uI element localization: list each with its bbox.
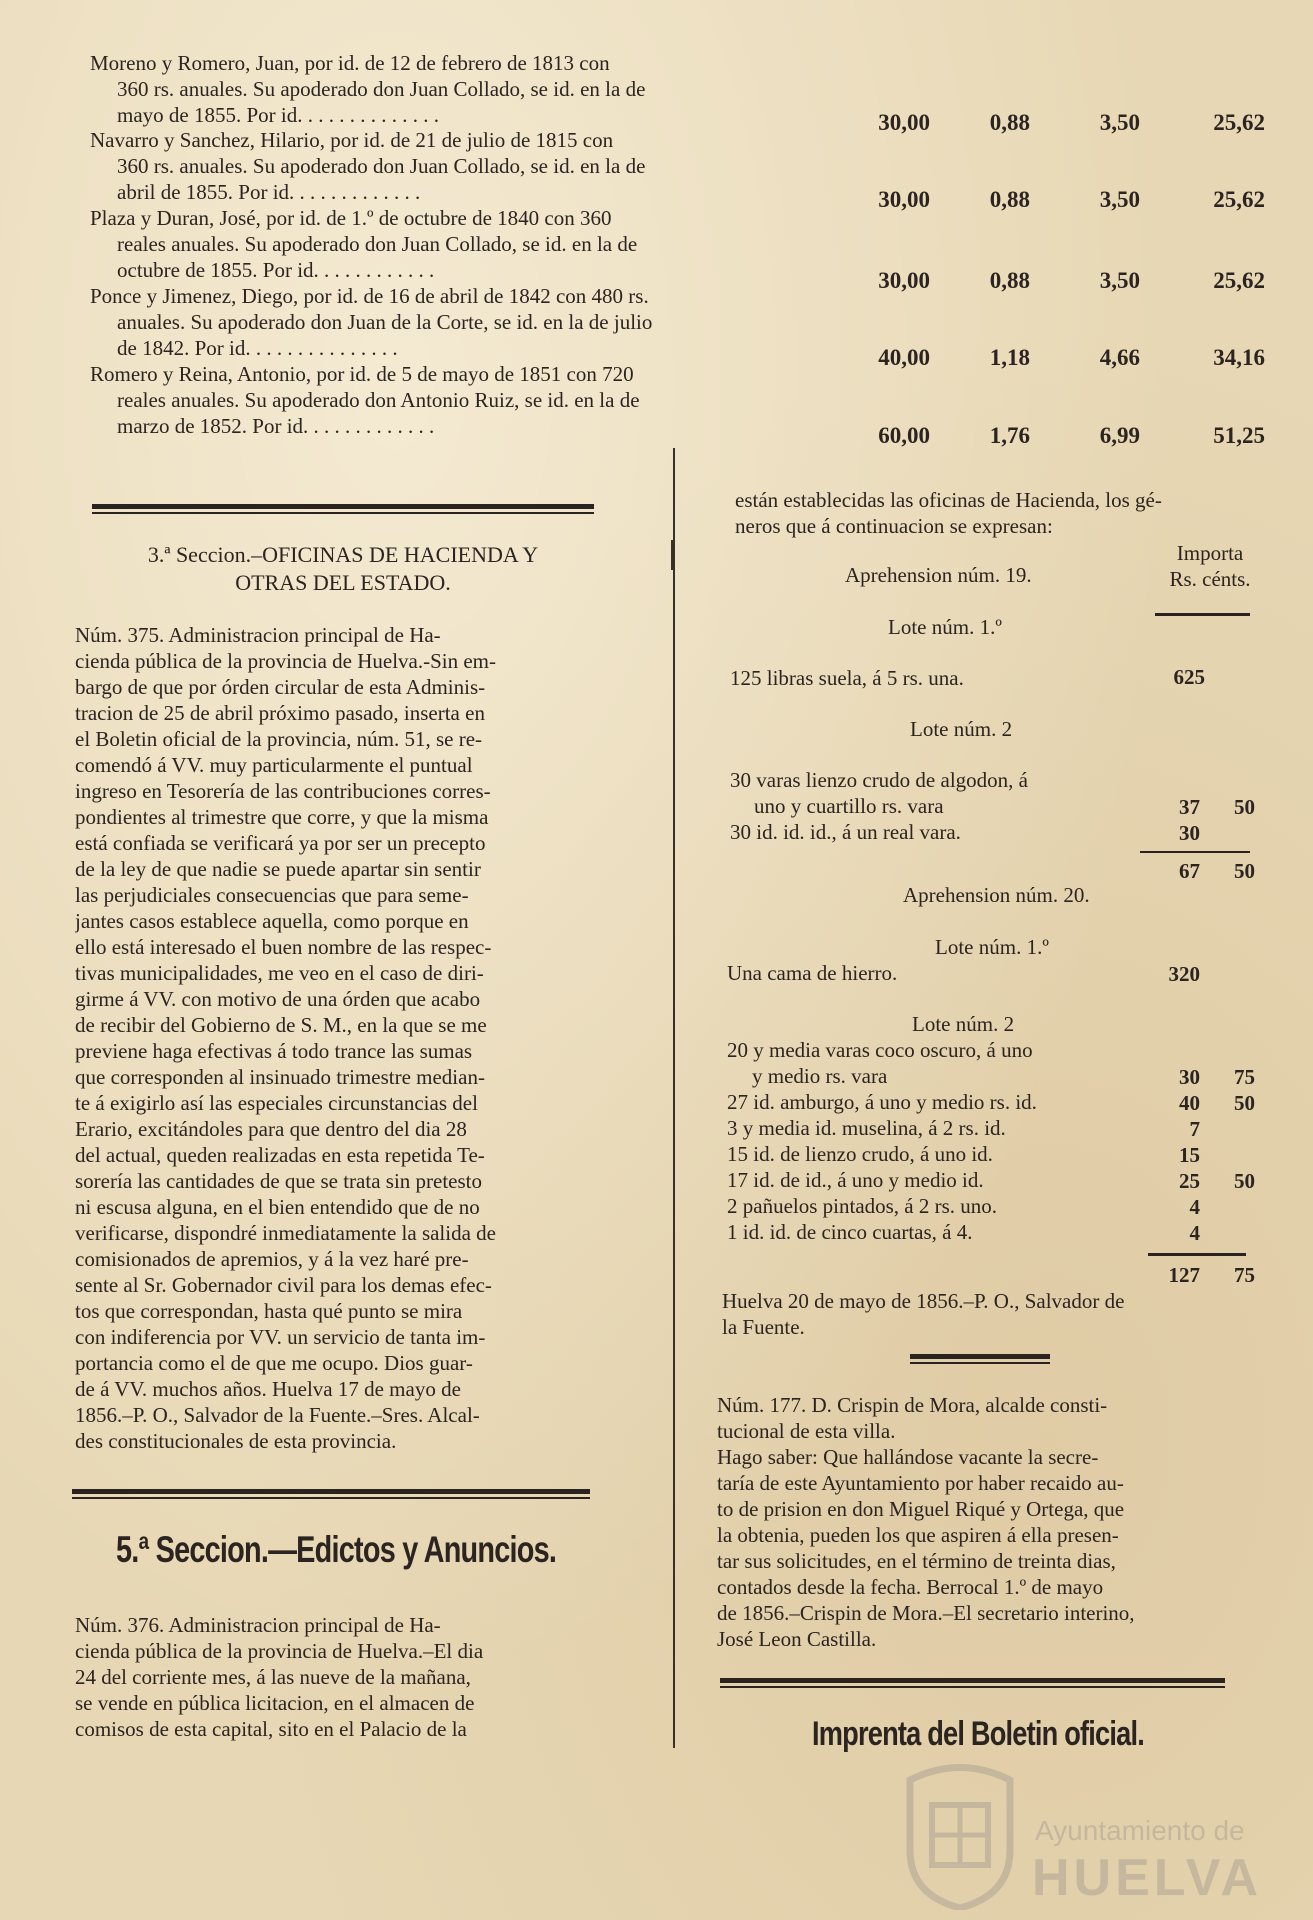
pension-entry-line: reales anuales. Su apoderado don Juan Collado, se id. en la de	[117, 232, 638, 256]
pension-value: 30,00	[878, 110, 930, 135]
text-line: cienda pública de la provincia de Huelva.–El dia	[75, 1639, 484, 1663]
text-line: de la ley de que nadie se puede apartar sin sentir	[75, 857, 481, 881]
pension-entry-line: 360 rs. anuales. Su apoderado don Juan Collado, se id. en la de	[117, 77, 646, 101]
item-b-line: 15 id. de lienzo crudo, á uno id.	[727, 1142, 993, 1166]
pension-value: 51,25	[1213, 423, 1265, 448]
text-line: pondientes al trimestre que corre, y que la misma	[75, 805, 489, 829]
aprehension-19: Aprehension núm. 19.	[845, 563, 1032, 587]
text-line: Núm. 375. Administracion principal de Ha-	[75, 623, 441, 647]
section3-title	[92, 541, 594, 597]
text-line: te á exigirlo así las especiales circunstancias del	[75, 1091, 478, 1115]
right-intro	[735, 487, 1260, 539]
item-a2-rs: 37	[1179, 795, 1200, 819]
pension-value: 3,50	[1099, 187, 1140, 212]
text-line: tucional de esta villa.	[717, 1419, 896, 1443]
text-line: Erario, excitándoles para que dentro del dia 28	[75, 1117, 467, 1141]
item-b-line: 17 id. de id., á uno y medio id.	[727, 1168, 984, 1192]
text-line: cienda pública de la provincia de Huelva.-Sin em-	[75, 649, 497, 673]
item-b-rs: 15	[1179, 1143, 1200, 1167]
item-a3-rs: 30	[1179, 821, 1200, 845]
item-b-line: 27 id. amburgo, á uno y medio rs. id.	[727, 1090, 1037, 1114]
pension-entry-line: abril de 1855. Por id. . . . . . . . . . . . .	[117, 180, 421, 204]
item-b-rs: 4	[1189, 1221, 1200, 1245]
pension-value: 25,62	[1213, 110, 1265, 135]
pension-value: 25,62	[1213, 187, 1265, 212]
item-a2-line2: uno y cuartillo rs. vara	[754, 794, 944, 818]
aprehension-20: Aprehension núm. 20.	[903, 883, 1090, 907]
item-b-rs: 40	[1179, 1091, 1200, 1115]
pension-value: 1,18	[989, 345, 1030, 370]
item-b-line: 1 id. id. de cinco cuartas, á 4.	[727, 1220, 973, 1244]
pension-value: 3,50	[1099, 268, 1140, 293]
lote-2-b: Lote núm. 2	[912, 1012, 1015, 1036]
text-line: taría de este Ayuntamiento por haber recaido au-	[717, 1471, 1124, 1495]
huelva-crest-icon	[900, 1760, 1020, 1910]
text-line: de recibir del Gobierno de S. M., en la que se me	[75, 1013, 487, 1037]
text-line: verificarse, dispondré inmediatamente la salida de	[75, 1221, 496, 1245]
pension-entry	[90, 50, 808, 128]
text-line: las perjudiciales consecuencias que para seme-	[75, 883, 469, 907]
pension-value: 0,88	[989, 187, 1030, 212]
pension-value: 4,66	[1099, 345, 1140, 370]
text-line: ni escusa alguna, en el bien entendido que de no	[75, 1195, 480, 1219]
text-line: Núm. 177. D. Crispin de Mora, alcalde consti-	[717, 1393, 1108, 1417]
item-b-rs: 25	[1179, 1169, 1200, 1193]
text-line: Núm. 376. Administracion principal de Ha-	[75, 1613, 441, 1637]
section5-title: 5.ª Seccion.—Edictos y Anuncios.	[116, 1529, 557, 1570]
item-b-c: 50	[1234, 1091, 1255, 1115]
importa-header	[1150, 540, 1270, 592]
total-b-rs: 127	[1168, 1263, 1200, 1287]
watermark	[900, 1760, 1280, 1910]
item-a2-line1: 30 varas lienzo crudo de algodon, á	[730, 768, 1028, 792]
text-line: previene haga efectivas á todo trance las sumas	[75, 1039, 473, 1063]
pension-entry-line: Ponce y Jimenez, Diego, por id. de 16 de abril de 1842 con 480 rs.	[90, 284, 649, 308]
item-b-rs: 7	[1189, 1117, 1200, 1141]
pension-value: 34,16	[1213, 345, 1265, 370]
item-a1: 125 libras suela, á 5 rs. una.	[730, 666, 964, 690]
footer-rule	[720, 1678, 1225, 1683]
text-line: ello está interesado el buen nombre de las respec-	[75, 935, 492, 959]
item-b-line: 3 y media id. muselina, á 2 rs. id.	[727, 1116, 1006, 1140]
item-a2-c: 50	[1234, 795, 1255, 819]
item-b-line: 2 pañuelos pintados, á 2 rs. uno.	[727, 1194, 998, 1218]
pension-value: 30,00	[878, 268, 930, 293]
text-line: des constitucionales de esta provincia.	[75, 1429, 397, 1453]
importa-label: Importa	[1176, 541, 1244, 565]
item-b1-rs: 320	[1168, 962, 1200, 986]
section-rule-2-thin	[72, 1497, 590, 1499]
text-line: comisos de esta capital, sito en el Palacio de la	[75, 1717, 467, 1741]
lote-1-b: Lote núm. 1.º	[935, 935, 1049, 959]
text-line: están establecidas las oficinas de Hacienda, los gé-	[735, 488, 1162, 512]
text-line: sente al Sr. Gobernador civil para los demas efec-	[75, 1273, 492, 1297]
text-line: portancia como el de que me ocupo. Dios guar-	[75, 1351, 473, 1375]
item-b-line: 20 y media varas coco oscuro, á uno	[727, 1038, 1033, 1062]
pension-value: 3,50	[1099, 110, 1140, 135]
pension-entry-line: Navarro y Sanchez, Hilario, por id. de 21 de julio de 1815 con	[90, 128, 614, 152]
text-line: 1856.–P. O., Salvador de la Fuente.–Sres. Alcal-	[75, 1403, 480, 1427]
text-line: que corresponden al insinuado trimestre median-	[75, 1065, 485, 1089]
notice-rule-thin	[910, 1362, 1050, 1364]
text-line: jantes casos establece aquella, como porque en	[75, 909, 469, 933]
item-b-line: y medio rs. vara	[752, 1064, 888, 1088]
pension-entry-line: anuales. Su apoderado don Juan de la Corte, se id. en la de julio	[117, 310, 653, 334]
text-line: ingreso en Tesorería de las contribuciones corres-	[75, 779, 491, 803]
rs-cents-label: Rs. cénts.	[1169, 567, 1251, 591]
text-line: de á VV. muchos años. Huelva 17 de mayo de	[75, 1377, 461, 1401]
total-b-c: 75	[1234, 1263, 1255, 1287]
lote-2-a: Lote núm. 2	[910, 717, 1013, 741]
text-line: la Fuente.	[722, 1315, 805, 1339]
pension-value: 60,00	[878, 423, 930, 448]
item-b-c: 75	[1234, 1065, 1255, 1089]
text-line: to de prision en don Miguel Riqué y Ortega, que	[717, 1497, 1125, 1521]
total-a-c: 50	[1234, 859, 1255, 883]
item-a3: 30 id. id. id., á un real vara.	[730, 820, 961, 844]
lote-1-a: Lote núm. 1.º	[888, 615, 1002, 639]
text-line: la obtenia, pueden los que aspiren á ella presen-	[717, 1523, 1119, 1547]
pension-value: 6,99	[1099, 423, 1140, 448]
pension-entry	[90, 127, 808, 205]
pension-entry-line: 360 rs. anuales. Su apoderado don Juan Collado, se id. en la de	[117, 154, 646, 178]
section5-paragraph	[75, 1612, 595, 1742]
notice-rule	[910, 1354, 1050, 1359]
watermark-line2: HUELVA	[1032, 1849, 1263, 1907]
section3-title-line2: OTRAS DEL ESTADO.	[235, 570, 451, 595]
pension-entry-line: mayo de 1855. Por id. . . . . . . . . . . . . .	[117, 103, 439, 127]
text-line: sorería las cantidades de que se trata sin pretesto	[75, 1169, 483, 1193]
importa-rule	[1155, 613, 1250, 616]
text-line: de 1856.–Crispin de Mora.–El secretario interino,	[717, 1601, 1135, 1625]
pension-value: 30,00	[878, 187, 930, 212]
text-line: se vende en pública licitacion, en el almacen de	[75, 1691, 475, 1715]
pension-value: 0,88	[989, 110, 1030, 135]
pension-value: 0,88	[989, 268, 1030, 293]
text-line: 24 del corriente mes, á las nueve de la mañana,	[75, 1665, 471, 1689]
pension-entry-line: Romero y Reina, Antonio, por id. de 5 de mayo de 1851 con 720	[90, 362, 634, 386]
pension-entry-line: reales anuales. Su apoderado don Antonio Ruiz, se id. en la de	[117, 388, 640, 412]
pension-entry-line: marzo de 1852. Por id. . . . . . . . . . . . .	[117, 414, 435, 438]
total-a-rule	[1140, 851, 1250, 853]
footer-rule-thin	[720, 1686, 1225, 1688]
imprenta-footer: Imprenta del Boletin oficial.	[812, 1715, 1144, 1753]
text-line: tracion de 25 de abril próximo pasado, inserta en	[75, 701, 485, 725]
section-rule	[92, 504, 594, 509]
section3-paragraph	[75, 622, 605, 1454]
section-rule-2	[72, 1489, 590, 1494]
pension-entry-line: octubre de 1855. Por id. . . . . . . . . . . .	[117, 258, 435, 282]
text-line: girme á VV. con motivo de una órden que acabo	[75, 987, 481, 1011]
pension-entry	[90, 283, 808, 361]
signature	[722, 1288, 1252, 1340]
text-line: comisionados de apremios, y á la vez haré pre-	[75, 1247, 469, 1271]
notice-177	[717, 1392, 1252, 1652]
text-line: el Boletin oficial de la provincia, núm. 51, se re-	[75, 727, 483, 751]
text-line: tar sus solicitudes, en el término de treinta dias,	[717, 1549, 1116, 1573]
text-line: del actual, queden realizadas en esta repetida Te-	[75, 1143, 485, 1167]
pension-entry-line: de 1842. Por id. . . . . . . . . . . . . . .	[117, 336, 398, 360]
watermark-line1: Ayuntamiento de	[1035, 1815, 1245, 1846]
text-line: con indiferencia por VV. un servicio de tanta im-	[75, 1325, 486, 1349]
column-divider-short	[671, 540, 673, 570]
item-b-rs: 4	[1189, 1195, 1200, 1219]
text-line: tos que correspondan, hasta qué punto se mira	[75, 1299, 463, 1323]
pension-entry	[90, 361, 808, 439]
section3-title-line1: 3.ª Seccion.–OFICINAS DE HACIENDA Y	[147, 542, 539, 567]
text-line: está confiada se verificará ya por ser un precepto	[75, 831, 486, 855]
pension-value: 25,62	[1213, 268, 1265, 293]
text-line: Hago saber: Que hallándose vacante la secre-	[717, 1445, 1099, 1469]
total-b-rule	[1148, 1253, 1246, 1256]
item-a1-rs: 625	[1173, 665, 1205, 689]
item-b-c: 50	[1234, 1169, 1255, 1193]
item-b1: Una cama de hierro.	[727, 961, 898, 985]
total-a-rs: 67	[1179, 859, 1200, 883]
pension-entry-line: Plaza y Duran, José, por id. de 1.º de octubre de 1840 con 360	[90, 206, 612, 230]
text-line: contados desde la fecha. Berrocal 1.º de mayo	[717, 1575, 1104, 1599]
pension-entry	[90, 205, 808, 283]
text-line: tivas municipalidades, me veo en el caso de diri-	[75, 961, 484, 985]
text-line: neros que á continuacion se expresan:	[735, 514, 1053, 538]
item-b-rs: 30	[1179, 1065, 1200, 1089]
text-line: bargo de que por órden circular de esta Adminis-	[75, 675, 486, 699]
text-line: comendó á VV. muy particularmente el puntual	[75, 753, 473, 777]
text-line: José Leon Castilla.	[717, 1627, 877, 1651]
pension-value: 40,00	[878, 345, 930, 370]
pension-entry-line: Moreno y Romero, Juan, por id. de 12 de febrero de 1813 con	[90, 51, 610, 75]
pension-value: 1,76	[989, 423, 1030, 448]
section-rule-thin	[92, 512, 594, 514]
text-line: Huelva 20 de mayo de 1856.–P. O., Salvador de	[722, 1289, 1125, 1313]
